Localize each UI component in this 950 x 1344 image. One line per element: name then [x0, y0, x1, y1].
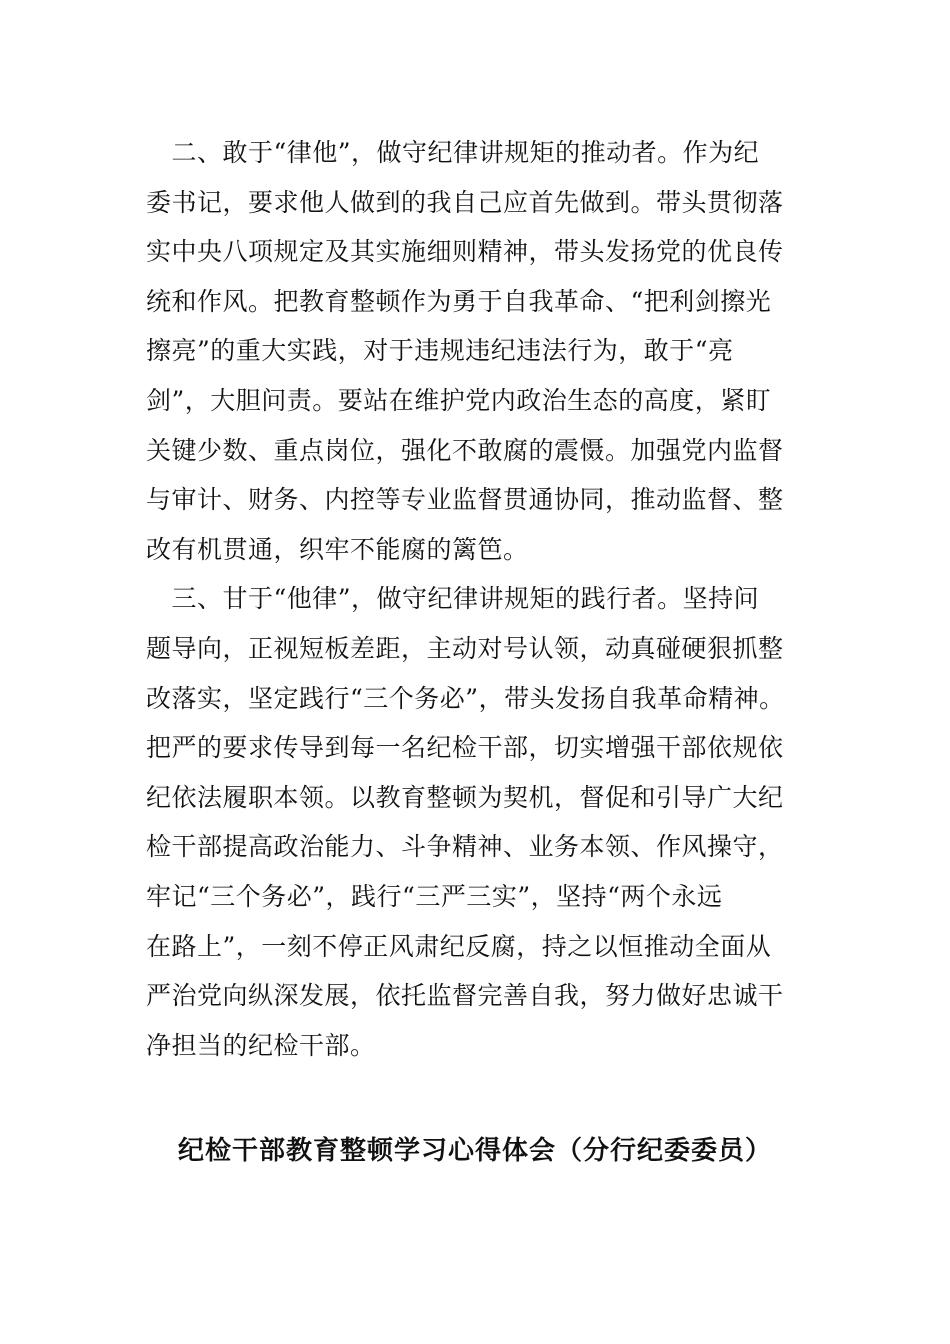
text-line: 实中央八项规定及其实施细则精神，带头发扬党的优良传	[146, 237, 784, 267]
text-line: 剑”，大胆问责。要站在维护党内政治生态的高度，紧盯	[146, 385, 772, 415]
text-line: 牢记“三个务必”，践行“三严三实”，坚持“两个永远	[146, 881, 723, 911]
text-line: 二、敢于“律他”，做守纪律讲规矩的推动者。作为纪	[146, 138, 760, 167]
text-line: 与审计、财务、内控等专业监督贯通协同，推动监督、整	[146, 485, 784, 515]
text-line: 擦亮”的重大实践，对于违规违纪违法行为，敢于“亮	[146, 336, 734, 366]
text-line: 在路上”，一刻不停正风肃纪反腐，持之以恒推动全面从	[146, 931, 772, 961]
text-line: 关键少数、重点岗位，强化不敢腐的震慑。加强党内监督	[146, 435, 784, 465]
text-line: 纪依法履职本领。以教育整顿为契机，督促和引导广大纪	[146, 782, 784, 812]
text-line: 把严的要求传导到每一名纪检干部，切实增强干部依规依	[146, 733, 784, 763]
text-line: 检干部提高政治能力、斗争精神、业务本领、作风操守，	[146, 832, 784, 862]
text-line: 严治党向纵深发展，依托监督完善自我，努力做好忠诚干	[146, 981, 784, 1011]
text-line: 净担当的纪检干部。	[146, 1030, 376, 1060]
paragraph-section-3	[146, 574, 806, 1070]
text-line: 改落实，坚定践行“三个务必”，带头发扬自我革命精神。	[146, 683, 785, 713]
body-text	[146, 128, 806, 1070]
next-article-title: 纪检干部教育整顿学习心得体会（分行纪委委员）	[177, 1136, 772, 1166]
text-line: 委书记，要求他人做到的我自己应首先做到。带头贯彻落	[146, 187, 784, 217]
text-line: 统和作风。把教育整顿作为勇于自我革命、“把利剑擦光	[146, 286, 772, 316]
text-line: 三、甘于“他律”，做守纪律讲规矩的践行者。坚持问	[146, 584, 760, 614]
text-line: 改有机贯通，织牢不能腐的篱笆。	[146, 534, 529, 564]
text-line: 题导向，正视短板差距，主动对号认领，动真碰硬狠抓整	[146, 633, 784, 663]
paragraph-section-2	[146, 128, 806, 574]
